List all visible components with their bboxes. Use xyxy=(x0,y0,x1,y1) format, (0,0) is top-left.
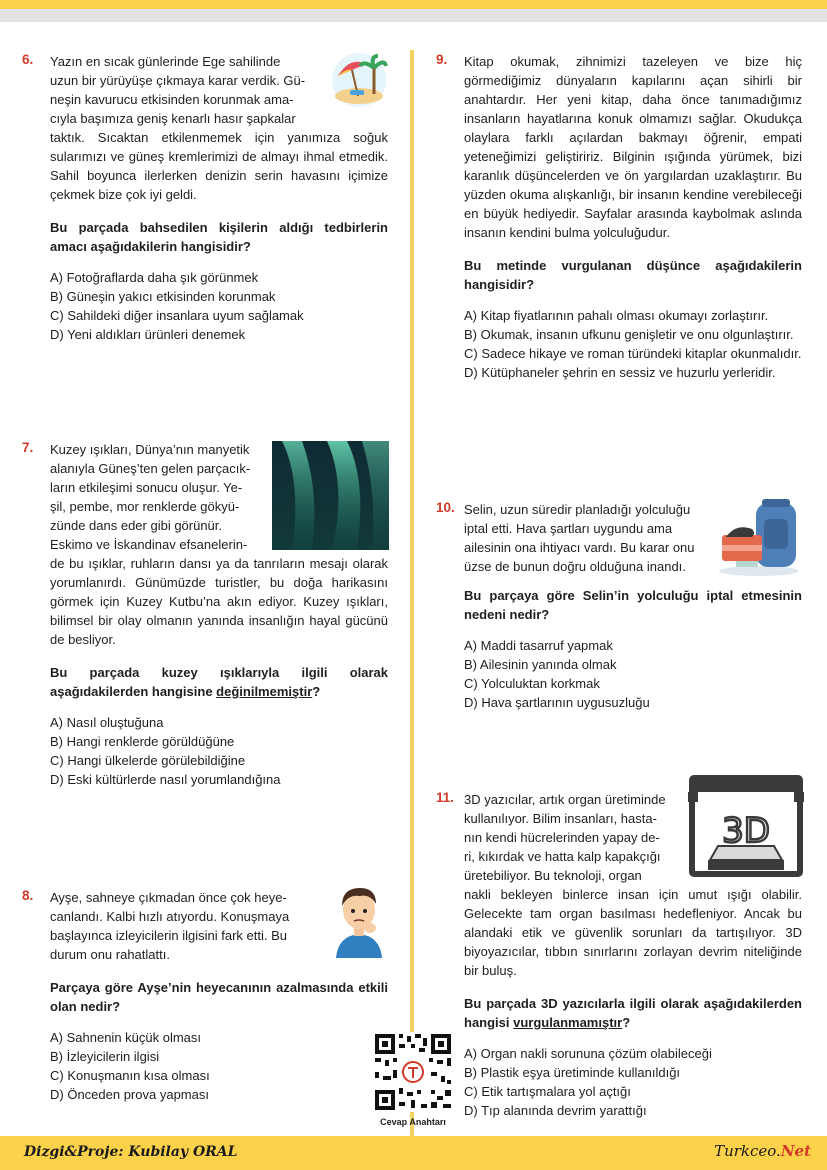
option-a[interactable]: A) Sahnenin küçük olması xyxy=(50,1030,202,1045)
option-a[interactable]: A) Nasıl oluştuğuna xyxy=(50,715,164,730)
option-a[interactable]: A) Maddi tasarruf yapmak xyxy=(464,638,613,653)
question-prompt xyxy=(464,994,802,1032)
footer-bar xyxy=(0,1136,827,1170)
body-line: Selin, uzun süredir planladığı yolculuğu xyxy=(464,502,691,517)
prompt-text: Bu parçada 3D yazıcılarla ilgili olarak aşağıdakilerden hangisi xyxy=(464,996,802,1030)
question-9 xyxy=(464,52,802,382)
option-d[interactable]: D) Hava şartlarının uygusuzluğu xyxy=(464,695,650,710)
body-line: cıyla başımıza geniş kenarlı hasır şapkalar xyxy=(50,111,296,126)
prompt-end: ? xyxy=(622,1015,631,1030)
question-prompt: Bu parçada bahsedilen kişilerin aldığı tedbirlerin amacı aşağıdakilerin hangisidir? xyxy=(50,220,388,254)
option-d[interactable]: D) Yeni aldıkları ürünleri denemek xyxy=(50,327,246,342)
body-line: uzun bir yürüyüşe çıkmaya karar verdik. Gü- xyxy=(50,73,306,88)
option-b[interactable]: B) Plastik eşya üretiminde kullanıldığı xyxy=(464,1065,681,1080)
option-c[interactable]: C) Konuşmanın kısa olması xyxy=(50,1068,210,1083)
column-divider xyxy=(410,50,414,1140)
body-line: 3D yazıcılar, artık organ üretiminde xyxy=(464,792,666,807)
body-line: ailesinin ona ihtiyacı vardı. Bu karar onu xyxy=(464,540,695,555)
top-accent-bar xyxy=(0,0,827,9)
option-d[interactable]: D) Tıp alanında devrim yarattığı xyxy=(464,1103,647,1118)
qr-code-icon[interactable] xyxy=(373,1032,453,1112)
option-d[interactable]: D) Önceden prova yapması xyxy=(50,1087,209,1102)
aurora-image xyxy=(272,441,389,550)
body-line: kullanılıyor. Bilim insanları, hasta- xyxy=(464,811,657,826)
prompt-underlined: değinilmemiştir xyxy=(216,684,313,699)
question-number: 9. xyxy=(436,52,448,67)
qr-caption: Cevap Anahtarı xyxy=(380,1117,446,1127)
body-line: Ayşe, sahneye çıkmadan önce çok heye- xyxy=(50,890,287,905)
option-c[interactable]: C) Hangi ülkelerde görülebildiğine xyxy=(50,753,246,768)
option-c[interactable]: C) Etik tartışmalara yol açtığı xyxy=(464,1084,631,1099)
body-line: üzse de bunun doğru olduğuna inandı. xyxy=(464,559,686,574)
question-number: 11. xyxy=(436,790,455,805)
site-logo-text: Turkceo. xyxy=(714,1142,781,1160)
option-b[interactable]: B) Ailesinin yanında olmak xyxy=(464,657,617,672)
question-body: de bu ışıklar, ruhların dansı ya da tanrıların mesajı olarak yorumlanırdı. Günümüzde turistler, bu doğa harikasını görmek için Kuzey Kutbu’na akın ediyor. Kuzey ışıkları, bilimsel bir olay olmanın yanında insanlığın hayal gücünü de besliyor. xyxy=(50,556,388,647)
question-number: 6. xyxy=(22,52,34,67)
question-number: 10. xyxy=(436,500,455,515)
prompt-text: Bu parçada kuzey ışıklarıyla ilgili olarak aşağıdakilerden hangisine xyxy=(50,665,388,699)
body-line: nın kendi hücrelerinden yapay de- xyxy=(464,830,660,845)
question-number: 7. xyxy=(22,440,34,455)
body-line: neşin kavurucu etkisinden korunmak ama- xyxy=(50,92,294,107)
3d-label: 3D xyxy=(722,811,770,851)
body-line: Eskimo ve İskandinav efsanelerin- xyxy=(50,537,248,552)
question-prompt: Bu metinde vurgulanan düşünce aşağıdakilerin hangisidir? xyxy=(464,258,802,292)
question-body: nakli bekleyen binlerce insan için umut ışığı olabilir. Gelecekte tam organ basılması hedefleniyor. Ancak bu alandaki etik ve güvenlik sorunları da tartışılıyor. 3D biyoyazıcılar, tıbbın sınırlarını zorlayan devrim niteliğinde bir buluş. xyxy=(464,887,802,978)
body-line: üretebiliyor. Bu teknoloji, organ xyxy=(464,868,642,883)
site-logo[interactable] xyxy=(714,1142,811,1160)
option-b[interactable]: B) İzleyicilerin ilgisi xyxy=(50,1049,160,1064)
question-body: Kitap okumak, zihnimizi tazeleyen ve bize hiç görmediğimiz dünyaların kapılarını açan sihirli bir anahtardır. Her yeni kitap, daha önce tanımadığımız insanların hayatlarına konuk olmamızı sağlar. Okudukça olaylara farklı açılardan bakmayı öğrenir, empati yeteneğimizi geliştiririz. Bilginin ışığında yürümek, bizi karanlık düşüncelerden ve ön yargılardan uzaklaştırır. Bu yüzden okuma alışkanlığı, bir insanın kendine verebileceği en büyük hediyedir. Sayfalar arasında kaybolmak aslında insanın kendini bulma yolculuğudur. xyxy=(464,54,802,240)
question-number: 8. xyxy=(22,888,34,903)
option-c[interactable]: C) Sahildeki diğer insanlara uyum sağlamak xyxy=(50,308,304,323)
thinking-person-icon xyxy=(330,884,388,958)
question-body: taktık. Sıcaktan etkilenmemek için yanımıza soğuk sularımızı ve güneş kremlerimizi de almayı ihmal etmedik. Sahil boyunca ilerlerken denizin serin havasını içimize çekmek bize çok iyi geldi. xyxy=(50,130,388,202)
option-a[interactable]: A) Organ nakli sorununa çözüm olabileceği xyxy=(464,1046,712,1061)
option-d[interactable]: D) Eski kültürlerde nasıl yorumlandığına xyxy=(50,772,281,787)
question-prompt: Bu parçaya göre Selin’in yolculuğu iptal etmesinin nedeni nedir? xyxy=(464,588,802,622)
option-c[interactable]: C) Yolculuktan korkmak xyxy=(464,676,600,691)
body-line: ri, kıkırdak ve hatta kalp kapakçığı xyxy=(464,849,661,864)
option-d[interactable]: D) Kütüphaneler şehrin en sessiz ve huzurlu yerleridir. xyxy=(464,365,776,380)
body-line: başlayınca izleyicilerin ilgisini fark etti. Bu xyxy=(50,928,287,943)
body-line: iptal etti. Hava şartları uygundu ama xyxy=(464,521,673,536)
footer-credit: Dizgi&Proje: Kubilay ORAL xyxy=(24,1144,238,1160)
option-b[interactable]: B) Hangi renklerde görüldüğüne xyxy=(50,734,235,749)
top-gray-bar xyxy=(0,9,827,22)
option-b[interactable]: B) Güneşin yakıcı etkisinden korunmak xyxy=(50,289,276,304)
site-logo-suffix: Net xyxy=(780,1142,811,1160)
prompt-end: ? xyxy=(312,684,321,699)
option-a[interactable]: A) Kitap fiyatlarının pahalı olması okumayı zorlaştırır. xyxy=(464,308,769,323)
option-a[interactable]: A) Fotoğraflarda daha şık görünmek xyxy=(50,270,259,285)
body-line: şil, pembe, mor renklerde gökyü- xyxy=(50,499,240,514)
question-prompt: Parçaya göre Ayşe’nin heyecanının azalmasında etkili olan nedir? xyxy=(50,980,388,1014)
luggage-icon xyxy=(716,497,802,577)
body-line: alanıyla Güneş’ten gelen parçacık- xyxy=(50,461,251,476)
body-line: Kuzey ışıkları, Dünya’nın manyetik xyxy=(50,442,250,457)
option-c[interactable]: C) Sadece hikaye ve roman türündeki kitaplar okunmalıdır. xyxy=(464,346,802,361)
body-line: zünde dans eder gibi görünür. xyxy=(50,518,223,533)
body-line: Yazın en sıcak günlerinde Ege sahilinde xyxy=(50,54,281,69)
question-prompt xyxy=(50,663,388,701)
beach-umbrella-icon xyxy=(330,50,388,108)
body-line: canlandı. Kalbi hızlı atıyordu. Konuşmaya xyxy=(50,909,290,924)
body-line: durum onu rahatlattı. xyxy=(50,947,170,962)
body-line: ların etkileşimi sonucu oluşur. Ye- xyxy=(50,480,243,495)
option-b[interactable]: B) Okumak, insanın ufkunu genişletir ve onu olgunlaştırır. xyxy=(464,327,794,342)
3d-printer-icon xyxy=(688,774,804,878)
prompt-underlined: vurgulanmamıştır xyxy=(513,1015,623,1030)
